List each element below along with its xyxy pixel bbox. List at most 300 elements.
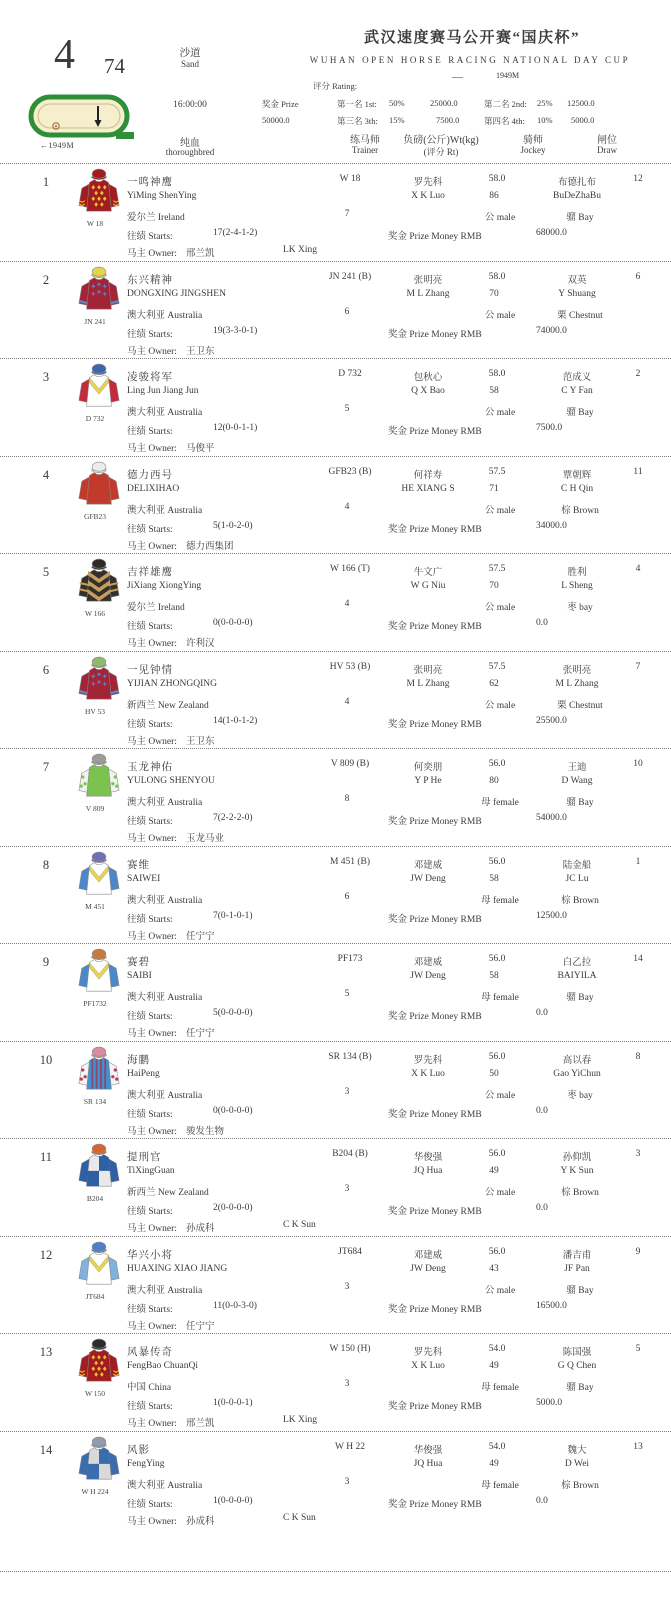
jockey-name-cn: 潘吉甫 xyxy=(562,1250,592,1261)
rating-value: 49 xyxy=(489,1458,499,1469)
column-header-trainer-cn: 练马师 xyxy=(350,135,380,146)
carried-weight: 57.5 xyxy=(488,466,506,477)
horse-name-en: SAIBI xyxy=(127,971,152,981)
prize-2nd-pct: 25% xyxy=(537,98,553,108)
owner-name-en: C K Sun xyxy=(283,1512,316,1523)
silk-brand-label: JT684 xyxy=(85,1291,105,1301)
horse-brand: SR 134 (B) xyxy=(328,1051,372,1062)
trainer-name-en: M L Zhang xyxy=(406,678,450,689)
draw-number: 7 xyxy=(635,661,641,672)
prize-2nd-value: 12500.0 xyxy=(567,98,595,108)
carried-weight: 54.0 xyxy=(488,1441,506,1452)
trainer-name-en: JW Deng xyxy=(410,971,446,981)
carried-weight: 54.0 xyxy=(488,1344,506,1354)
race-header xyxy=(0,0,671,163)
starts-record: 1(0-0-0-0) xyxy=(213,1495,253,1506)
prize-3rd-value: 7500.0 xyxy=(436,115,460,125)
horse-name-en: FengBao ChuanQi xyxy=(127,1361,198,1371)
rating-value: 70 xyxy=(489,581,499,591)
jockey-name-en: C H Qin xyxy=(560,483,594,494)
coat-color: 骝 Bay xyxy=(566,1285,594,1296)
jockey-silk-icon xyxy=(77,850,121,902)
breed-label-cn: 纯血 xyxy=(180,138,200,149)
owner-label: 马主 Owner: xyxy=(127,639,177,649)
horse-origin: 澳大利亚 Australia xyxy=(127,310,203,321)
jockey-name-en: Y Shuang xyxy=(558,288,596,299)
race-number: 4 xyxy=(54,32,75,78)
trainer-name-en: JQ Hua xyxy=(413,1458,443,1469)
horse-name-en: DONGXING JINGSHEN xyxy=(127,288,226,299)
owner-label: 马主 Owner: xyxy=(127,444,177,454)
starts-label: 往绩 Starts: xyxy=(127,427,173,437)
starts-label: 往绩 Starts: xyxy=(127,1207,173,1217)
horse-brand: JT684 xyxy=(338,1246,362,1257)
starts-record: 17(2-4-1-2) xyxy=(213,228,258,238)
horse-sex: 公 male xyxy=(484,310,516,321)
trainer-name-en: X K Luo xyxy=(411,191,445,201)
track-distance-label: ←1949M xyxy=(40,141,75,150)
horse-origin: 澳大利亚 Australia xyxy=(127,895,203,906)
silk-brand-label: SR 134 xyxy=(83,1096,107,1106)
prize-money-value: 5000.0 xyxy=(536,1398,563,1408)
jockey-silk-icon xyxy=(77,167,121,219)
horse-age: 3 xyxy=(344,1379,350,1389)
track-diagram xyxy=(28,94,138,147)
column-header-jockey-en: Jockey xyxy=(520,145,546,155)
runner-row xyxy=(0,943,671,1041)
jockey-silk-icon xyxy=(77,460,121,512)
jockey-name-en: BAIYILA xyxy=(557,971,597,981)
prize-money-value: 0.0 xyxy=(536,1495,548,1506)
rating-value: 49 xyxy=(489,1361,499,1371)
jockey-name-cn: 高以春 xyxy=(562,1055,592,1066)
coat-color: 棕 Brown xyxy=(561,505,599,516)
jockey-silk-icon xyxy=(77,362,121,414)
owner-label: 马主 Owner: xyxy=(127,931,177,942)
horse-name-cn: 风影 xyxy=(127,1444,150,1456)
prize-money-label: 奖金 Prize Money RMB xyxy=(388,1109,482,1120)
owner-name-cn: 王卫东 xyxy=(186,346,215,357)
draw-number: 13 xyxy=(633,1441,643,1452)
horse-brand: D 732 xyxy=(338,369,362,379)
horse-age: 3 xyxy=(344,1281,350,1292)
horse-origin: 中国 China xyxy=(127,1383,172,1393)
prize-money-value: 74000.0 xyxy=(536,325,567,336)
runner-row xyxy=(0,1138,671,1236)
horse-brand: B204 (B) xyxy=(332,1149,368,1159)
horse-name-en: FengYing xyxy=(127,1458,165,1469)
horse-age: 6 xyxy=(344,306,350,317)
horse-number: 2 xyxy=(42,272,50,287)
horse-origin: 澳大利亚 Australia xyxy=(127,505,203,516)
coat-color: 栗 Chestnut xyxy=(557,310,603,321)
trainer-name-cn: 邓建威 xyxy=(413,958,443,968)
surface-label-cn: 沙道 xyxy=(179,48,201,59)
rating-value: 43 xyxy=(489,1263,499,1274)
owner-name-cn: 任宁宁 xyxy=(186,1029,215,1039)
post-time: 16:00:00 xyxy=(173,100,207,110)
carried-weight: 56.0 xyxy=(488,759,506,769)
jockey-name-en: BuDeZhaBu xyxy=(552,191,602,201)
horse-age: 5 xyxy=(344,404,350,414)
starts-record: 1(0-0-0-1) xyxy=(213,1398,253,1408)
surface-label-en: Sand xyxy=(181,59,199,69)
horse-age: 5 xyxy=(344,989,350,999)
draw-number: 14 xyxy=(633,954,643,964)
horse-brand: HV 53 (B) xyxy=(329,661,371,672)
horse-name-cn: 吉祥雄鹰 xyxy=(127,567,173,578)
prize-money-value: 16500.0 xyxy=(536,1300,567,1311)
rating-value: 70 xyxy=(489,288,499,299)
prize-money-value: 68000.0 xyxy=(536,228,567,238)
silk-brand-label: B204 xyxy=(86,1194,104,1203)
owner-name-en: LK Xing xyxy=(283,245,318,255)
prize-money-label: 奖金 Prize Money RMB xyxy=(388,1304,482,1315)
carried-weight: 57.5 xyxy=(488,564,506,574)
rating-value: 58 xyxy=(489,971,499,981)
silk-brand-label: W 18 xyxy=(86,219,104,228)
owner-label: 马主 Owner: xyxy=(127,736,177,747)
horse-brand: W 150 (H) xyxy=(329,1344,371,1354)
trainer-name-en: JW Deng xyxy=(410,1263,446,1274)
prize-4th-pct: 10% xyxy=(537,115,553,125)
prize-money-value: 25500.0 xyxy=(536,715,567,726)
runner-row xyxy=(0,1431,671,1572)
horse-name-cn: 华兴小将 xyxy=(127,1249,173,1261)
runner-row xyxy=(0,1236,671,1334)
jockey-name-cn: 张明亮 xyxy=(562,665,592,676)
horse-origin: 澳大利亚 Australia xyxy=(127,408,203,418)
carried-weight: 56.0 xyxy=(488,1149,506,1159)
jockey-name-cn: 范成义 xyxy=(562,373,592,383)
silk-brand-label: JN 241 xyxy=(84,316,106,326)
prize-money-label: 奖金 Prize Money RMB xyxy=(388,914,482,925)
trainer-name-en: Q X Bao xyxy=(411,386,445,396)
horse-name-cn: 一鸣神鹰 xyxy=(127,177,173,188)
runner-row xyxy=(0,1041,671,1139)
coat-color: 枣 bay xyxy=(567,1090,593,1101)
horse-sex: 母 female xyxy=(481,1480,519,1491)
horse-age: 4 xyxy=(344,501,350,512)
silk-brand-label: W H 224 xyxy=(81,1486,109,1496)
runner-row xyxy=(0,748,671,846)
coat-color: 骝 Bay xyxy=(566,1383,594,1393)
jockey-name-en: JF Pan xyxy=(564,1263,590,1274)
jockey-name-en: D Wei xyxy=(564,1458,590,1469)
jockey-name-en: G Q Chen xyxy=(557,1361,597,1371)
silk-brand-label: GFB23 xyxy=(83,511,107,521)
starts-record: 0(0-0-0-0) xyxy=(213,618,253,628)
jockey-silk-icon xyxy=(77,947,121,999)
trainer-name-cn: 华俊强 xyxy=(413,1153,443,1163)
jockey-silk-icon xyxy=(77,265,121,317)
coat-color: 枣 bay xyxy=(567,603,593,613)
owner-label: 马主 Owner: xyxy=(127,346,177,357)
horse-brand: PF173 xyxy=(337,954,363,964)
horse-name-cn: 一见钟情 xyxy=(127,664,173,676)
trainer-name-cn: 张明亮 xyxy=(413,665,443,676)
horse-age: 4 xyxy=(344,599,350,609)
owner-label: 马主 Owner: xyxy=(127,1126,177,1137)
owner-name-cn: 邢兰凯 xyxy=(186,249,215,259)
horse-name-en: HUAXING XIAO JIANG xyxy=(127,1263,228,1274)
starts-label: 往绩 Starts: xyxy=(127,329,173,340)
horse-name-cn: 玉龙神佑 xyxy=(127,762,173,773)
horse-brand: W H 22 xyxy=(335,1441,365,1452)
runner-row xyxy=(0,163,671,261)
prize-1st-value: 25000.0 xyxy=(430,98,458,108)
trainer-name-en: X K Luo xyxy=(411,1068,445,1079)
horse-name-cn: 赛碧 xyxy=(127,957,150,968)
jockey-silk-icon xyxy=(77,1045,121,1097)
trainer-name-cn: 罗先科 xyxy=(413,1348,443,1358)
jockey-name-cn: 白乙拉 xyxy=(562,958,592,968)
jockey-silk-icon xyxy=(77,1337,121,1389)
horse-number: 3 xyxy=(42,370,50,384)
owner-name-cn: 德力西集团 xyxy=(186,541,234,552)
draw-number: 5 xyxy=(635,1344,641,1354)
rating-value: — xyxy=(452,71,463,83)
column-header-trainer-en: Trainer xyxy=(351,145,379,155)
horse-sex: 公 male xyxy=(484,1285,516,1296)
column-header-jockey-cn: 骑师 xyxy=(523,135,543,146)
coat-color: 栗 Chestnut xyxy=(557,700,603,711)
starts-record: 5(0-0-0-0) xyxy=(213,1008,253,1018)
jockey-name-en: L Sheng xyxy=(561,581,593,591)
prize-money-label: 奖金 Prize Money RMB xyxy=(388,232,482,242)
jockey-name-en: JC Lu xyxy=(565,873,589,884)
column-header-draw-cn: 闸位 xyxy=(597,135,617,146)
rating-value: 80 xyxy=(489,776,499,786)
starts-label: 往绩 Starts: xyxy=(127,719,173,730)
horse-origin: 澳大利亚 Australia xyxy=(127,993,203,1003)
horse-origin: 澳大利亚 Australia xyxy=(127,1480,203,1491)
starts-label: 往绩 Starts: xyxy=(127,817,173,827)
horse-origin: 澳大利亚 Australia xyxy=(127,1285,203,1296)
prize-money-value: 12500.0 xyxy=(536,910,567,921)
prize-3rd-label: 第三名 3th: xyxy=(337,116,378,126)
owner-label: 马主 Owner: xyxy=(127,1419,177,1429)
starts-label: 往绩 Starts: xyxy=(127,1402,173,1412)
horse-number: 14 xyxy=(39,1442,53,1457)
prize-money-value: 0.0 xyxy=(536,618,548,628)
owner-label: 马主 Owner: xyxy=(127,834,177,844)
starts-label: 往绩 Starts: xyxy=(127,1499,173,1510)
horse-name-cn: 德力西号 xyxy=(127,469,173,481)
prize-money-value: 0.0 xyxy=(536,1105,548,1116)
horse-name-cn: 风暴传奇 xyxy=(127,1347,173,1358)
jockey-name-en: Y K Sun xyxy=(560,1166,594,1176)
horse-brand: GFB23 (B) xyxy=(328,466,372,477)
horse-number: 11 xyxy=(39,1150,53,1164)
coat-color: 骝 Bay xyxy=(566,993,594,1003)
prize-money-label: 奖金 Prize Money RMB xyxy=(388,1012,482,1022)
horse-number: 4 xyxy=(42,467,50,482)
trainer-name-cn: 罗先科 xyxy=(413,178,443,188)
owner-label: 马主 Owner: xyxy=(127,249,177,259)
horse-brand: W 18 xyxy=(339,174,361,184)
silk-brand-label: HV 53 xyxy=(84,706,106,716)
jockey-name-en: C Y Fan xyxy=(561,386,593,396)
horse-age: 7 xyxy=(344,209,350,219)
horse-sex: 母 female xyxy=(481,798,519,808)
runner-row xyxy=(0,358,671,456)
horse-age: 6 xyxy=(344,891,350,902)
prize-label: 奖金 Prize xyxy=(262,99,299,109)
horse-number: 13 xyxy=(39,1345,53,1359)
carried-weight: 58.0 xyxy=(488,174,506,184)
draw-number: 12 xyxy=(633,174,643,184)
horse-age: 4 xyxy=(344,696,350,707)
horse-sex: 母 female xyxy=(481,895,519,906)
horse-age: 3 xyxy=(344,1476,350,1487)
starts-record: 14(1-0-1-2) xyxy=(213,715,258,726)
trainer-name-en: HE XIANG S xyxy=(401,483,455,494)
starts-label: 往绩 Starts: xyxy=(127,232,173,242)
jockey-name-cn: 王迪 xyxy=(567,763,587,773)
draw-number: 11 xyxy=(633,466,643,477)
horse-number: 8 xyxy=(42,857,50,872)
prize-money-value: 34000.0 xyxy=(536,520,567,531)
race-distance: 1949M xyxy=(496,71,520,80)
prize-1st-pct: 50% xyxy=(389,98,405,108)
prize-3rd-pct: 15% xyxy=(389,115,405,125)
prize-4th-value: 5000.0 xyxy=(571,115,595,125)
race-sequence-number: 74 xyxy=(104,54,125,78)
coat-color: 棕 Brown xyxy=(561,1480,599,1491)
silk-brand-label: W 166 xyxy=(84,609,106,618)
prize-money-label: 奖金 Prize Money RMB xyxy=(388,1207,482,1217)
owner-name-cn: 邢兰凯 xyxy=(186,1419,215,1429)
rating-label: 评分 Rating: xyxy=(313,81,358,91)
horse-name-en: HaiPeng xyxy=(127,1068,160,1079)
rating-value: 86 xyxy=(489,191,499,201)
starts-label: 往绩 Starts: xyxy=(127,1109,173,1120)
owner-name-cn: 骏发生物 xyxy=(186,1126,225,1137)
jockey-silk-icon xyxy=(77,557,121,609)
starts-record: 0(0-0-0-0) xyxy=(213,1105,253,1116)
trainer-name-cn: 华俊强 xyxy=(413,1445,443,1456)
trainer-name-en: X K Luo xyxy=(411,1361,445,1371)
jockey-silk-icon xyxy=(77,1142,121,1194)
horse-name-en: DELIXIHAO xyxy=(127,483,180,494)
draw-number: 3 xyxy=(635,1149,641,1159)
rating-value: 50 xyxy=(489,1068,499,1079)
prize-money-label: 奖金 Prize Money RMB xyxy=(388,427,482,437)
horse-sex: 公 male xyxy=(484,505,516,516)
rating-value: 58 xyxy=(489,873,499,884)
silk-brand-label: PF1732 xyxy=(83,999,107,1008)
jockey-name-cn: 胜利 xyxy=(567,568,587,578)
prize-money-value: 0.0 xyxy=(536,1008,548,1018)
coat-color: 棕 Brown xyxy=(561,895,599,906)
jockey-silk-icon xyxy=(77,1240,121,1292)
horse-name-en: TiXingGuan xyxy=(127,1166,175,1176)
prize-money-value: 54000.0 xyxy=(536,813,567,823)
column-header-draw-en: Draw xyxy=(597,145,617,155)
horse-age: 3 xyxy=(344,1086,350,1097)
runner-row xyxy=(0,651,671,749)
horse-name-cn: 东兴精神 xyxy=(127,274,173,286)
horse-origin: 爱尔兰 Ireland xyxy=(127,603,185,613)
starts-record: 12(0-0-1-1) xyxy=(213,423,258,433)
owner-label: 马主 Owner: xyxy=(127,1321,177,1332)
trainer-name-cn: 包秋心 xyxy=(413,373,443,383)
jockey-name-cn: 双英 xyxy=(567,275,587,286)
horse-origin: 新西兰 New Zealand xyxy=(127,1188,209,1198)
carried-weight: 57.5 xyxy=(488,661,506,672)
horse-age: 3 xyxy=(344,1184,350,1194)
horse-name-en: SAIWEI xyxy=(127,873,161,884)
carried-weight: 58.0 xyxy=(488,271,506,282)
owner-label: 马主 Owner: xyxy=(127,1224,177,1234)
jockey-name-cn: 孙仰凯 xyxy=(562,1153,592,1163)
starts-label: 往绩 Starts: xyxy=(127,914,173,925)
horse-sex: 公 male xyxy=(484,603,516,613)
starts-record: 19(3-3-0-1) xyxy=(213,325,258,336)
prize-2nd-label: 第二名 2nd: xyxy=(484,99,527,109)
coat-color: 骝 Bay xyxy=(566,408,594,418)
silk-brand-label: V 809 xyxy=(85,804,105,813)
jockey-name-cn: 覃朝辉 xyxy=(562,470,592,481)
horse-brand: JN 241 (B) xyxy=(328,271,372,282)
owner-label: 马主 Owner: xyxy=(127,541,177,552)
horse-sex: 公 male xyxy=(484,408,516,418)
starts-record: 11(0-0-3-0) xyxy=(213,1300,257,1311)
horse-number: 1 xyxy=(42,175,50,189)
starts-label: 往绩 Starts: xyxy=(127,524,173,535)
trainer-name-cn: 牛文广 xyxy=(413,568,443,578)
jockey-silk-icon xyxy=(77,655,121,707)
prize-money-label: 奖金 Prize Money RMB xyxy=(388,719,482,730)
prize-money-label: 奖金 Prize Money RMB xyxy=(388,1402,482,1412)
horse-origin: 爱尔兰 Ireland xyxy=(127,213,185,223)
draw-number: 4 xyxy=(635,564,641,574)
owner-name-cn: 玉龙马业 xyxy=(186,834,225,844)
draw-number: 1 xyxy=(635,856,641,867)
starts-record: 7(0-1-0-1) xyxy=(213,910,253,921)
prize-money-label: 奖金 Prize Money RMB xyxy=(388,817,482,827)
trainer-name-cn: 何祥寿 xyxy=(413,470,443,481)
carried-weight: 56.0 xyxy=(488,856,506,867)
owner-name-en: LK Xing xyxy=(283,1415,318,1425)
owner-name-cn: 任宁宁 xyxy=(186,931,215,942)
prize-total: 50000.0 xyxy=(262,115,290,125)
draw-number: 9 xyxy=(635,1246,641,1257)
coat-color: 棕 Brown xyxy=(561,1188,599,1198)
horse-name-en: JiXiang XiongYing xyxy=(127,581,202,591)
starts-record: 7(2-2-2-0) xyxy=(213,813,253,823)
horse-brand: W 166 (T) xyxy=(330,564,370,574)
prize-money-value: 0.0 xyxy=(536,1203,548,1213)
horse-origin: 澳大利亚 Australia xyxy=(127,1090,203,1101)
trainer-name-en: JQ Hua xyxy=(413,1166,443,1176)
trainer-name-en: W G Niu xyxy=(410,581,446,591)
starts-record: 2(0-0-0-0) xyxy=(213,1203,253,1213)
carried-weight: 58.0 xyxy=(488,369,506,379)
horse-name-cn: 提刑官 xyxy=(127,1152,162,1163)
jockey-silk-icon xyxy=(77,1435,121,1487)
runner-row xyxy=(0,456,671,554)
prize-money-label: 奖金 Prize Money RMB xyxy=(388,1499,482,1510)
runner-list xyxy=(0,163,671,1572)
horse-number: 5 xyxy=(42,565,50,579)
race-title-en: WUHAN OPEN HORSE RACING NATIONAL DAY CUP xyxy=(309,55,631,65)
prize-money-label: 奖金 Prize Money RMB xyxy=(388,329,482,340)
trainer-name-en: Y P He xyxy=(414,776,442,786)
starts-label: 往绩 Starts: xyxy=(127,1304,173,1315)
trainer-name-en: JW Deng xyxy=(410,873,446,884)
